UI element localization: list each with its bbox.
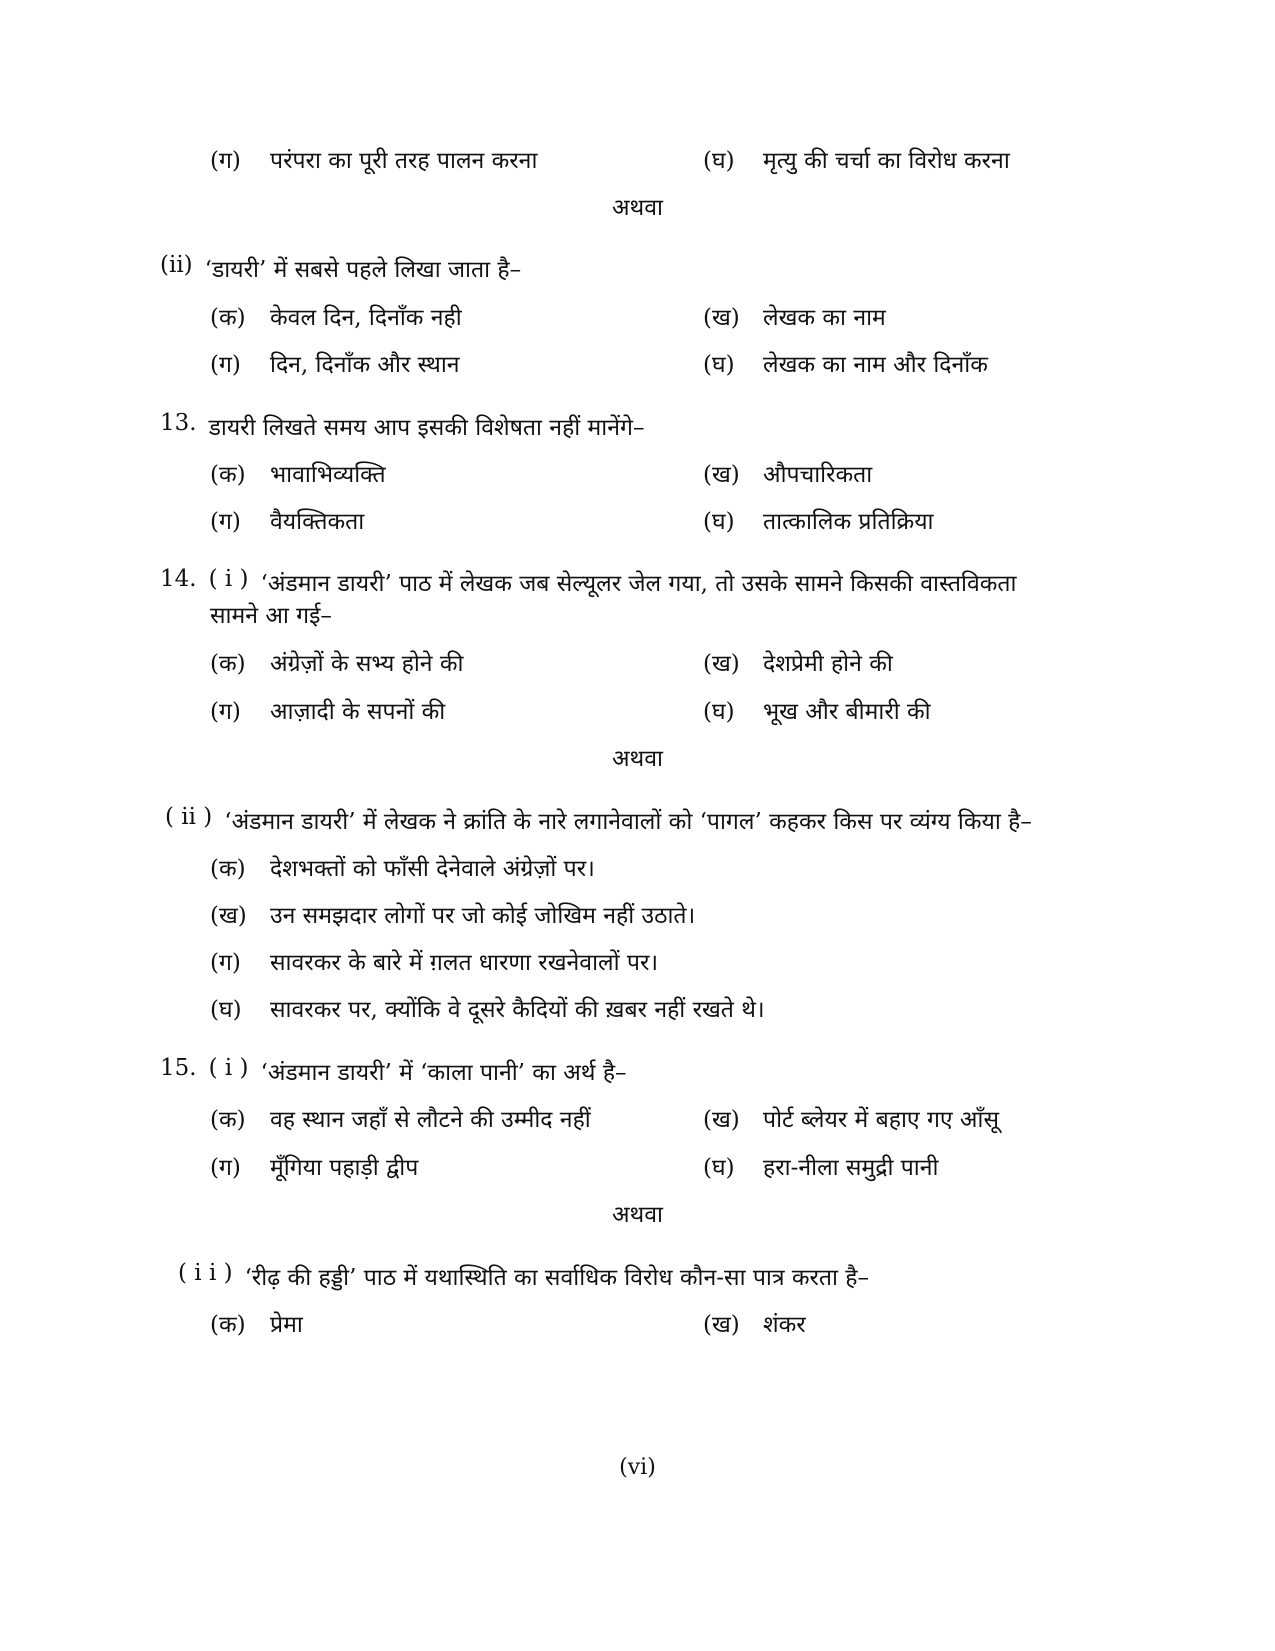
option-marker: (घ) [703,352,735,378]
question-sub-number: ( i ) [208,1055,249,1081]
question-14-ii [165,804,1032,836]
option-marker: (ग) [210,950,241,976]
option-gh [703,1150,938,1182]
option-text: देशप्रेमी होने की [763,651,893,677]
question-text: ‘अंडमान डायरी’ पाठ में लेखक जब सेल्यूलर जेल गया, तो उसके सामने किसकी वास्तविकता [260,571,1017,597]
question-12-ii [160,252,521,284]
option-marker: (ख) [703,651,740,677]
option-text: पोर्ट ब्लेयर में बहाए गए आँसू [763,1107,999,1133]
option-kh [703,457,872,489]
option-gh [703,347,988,379]
or-separator: अथवा [611,746,663,772]
option-gh [703,694,931,726]
option-text: देशभक्तों को फाँसी देनेवाले अंग्रेज़ों पर। [270,856,595,882]
option-text: प्रेमा [270,1312,303,1338]
question-15-ii [178,1260,869,1292]
option-k [210,457,386,489]
option-k [210,300,462,332]
option-marker: (घ) [703,148,735,174]
option-k [210,851,595,883]
option-marker: (घ) [210,997,242,1023]
page-number: (vi) [619,1455,656,1480]
option-g [210,694,445,726]
option-text: सावरकर के बारे में ग़लत धारणा रखनेवालों पर। [270,950,659,976]
option-text: वैयक्तिकता [270,509,365,535]
option-g [210,945,658,977]
option-marker: (ख) [703,1107,740,1133]
option-marker: (क) [210,651,246,677]
option-text: तात्कालिक प्रतिक्रिया [763,509,934,535]
question-text: ‘रीढ़ की हड्डी’ पाठ में यथास्थिति का सर्वाधिक विरोध कौन-सा पात्र करता है– [244,1265,870,1291]
option-kh [703,646,893,678]
question-15-i [160,1055,627,1087]
option-marker: (ग) [210,148,241,174]
question-number: ( ii ) [165,804,213,830]
option-marker: (क) [210,856,246,882]
option-marker: (ख) [703,305,740,331]
option-text: दिन, दिनाँक और स्थान [270,352,460,378]
question-text: ‘डायरी’ में सबसे पहले लिखा जाता है– [204,257,522,283]
question-14-i [160,566,1017,598]
option-gh [210,992,765,1024]
option-marker: (क) [210,462,246,488]
option-kh [703,1307,806,1339]
option-g [210,347,460,379]
option-text: वह स्थान जहाँ से लौटने की उम्मीद नहीं [270,1107,591,1133]
option-text: आज़ादी के सपनों की [270,699,446,725]
option-k [210,1307,303,1339]
option-marker: (ख) [210,903,247,929]
option-text: परंपरा का पूरी तरह पालन करना [270,148,538,174]
question-number: 14. [160,566,197,592]
option-k [210,1102,591,1134]
option-kh [703,300,886,332]
or-separator: अथवा [611,1202,663,1228]
option-g [210,504,364,536]
question-text: डायरी लिखते समय आप इसकी विशेषता नहीं मानेंगे– [208,415,645,441]
option-marker: (ग) [210,352,241,378]
option-marker: (घ) [703,509,735,535]
option-text: मृत्यु की चर्चा का विरोध करना [763,148,1010,174]
question-number: (ii) [160,252,193,278]
option-g [210,143,537,175]
option-text: भावाभिव्यक्ति [270,462,386,488]
question-number: 13. [160,410,197,436]
question-text: ‘अंडमान डायरी’ में लेखक ने क्रांति के नारे लगानेवालों को ‘पागल’ कहकर किस पर व्यंग्य किया है– [224,809,1032,835]
option-gh [703,143,1010,175]
question-number: 15. [160,1055,197,1081]
option-text: सावरकर पर, क्योंकि वे दूसरे कैदियों की ख़बर नहीं रखते थे। [270,997,765,1023]
question-text: ‘अंडमान डायरी’ में ‘काला पानी’ का अर्थ है– [260,1060,627,1086]
option-text: लेखक का नाम और दिनाँक [763,352,988,378]
option-text: शंकर [763,1312,806,1338]
option-text: लेखक का नाम [763,305,886,331]
option-text: अंग्रेज़ों के सभ्य होने की [270,651,464,677]
or-separator: अथवा [611,195,663,221]
option-marker: (ख) [703,1312,740,1338]
option-marker: (क) [210,1107,246,1133]
question-number: ( i i ) [178,1260,233,1286]
option-text: केवल दिन, दिनाँक नही [270,305,462,331]
option-kh [703,1102,999,1134]
option-marker: (ग) [210,699,241,725]
option-text: भूख और बीमारी की [763,699,931,725]
option-text: उन समझदार लोगों पर जो कोई जोखिम नहीं उठाते। [270,903,696,929]
option-marker: (घ) [703,699,735,725]
option-k [210,646,464,678]
option-text: हरा-नीला समुद्री पानी [763,1155,939,1181]
option-text: मूँगिया पहाड़ी द्वीप [270,1155,419,1181]
option-text: औपचारिकता [763,462,873,488]
option-gh [703,504,934,536]
option-marker: (घ) [703,1155,735,1181]
option-marker: (ग) [210,1155,241,1181]
question-sub-number: ( i ) [208,566,249,592]
question-13 [160,410,644,442]
option-g [210,1150,418,1182]
option-marker: (ख) [703,462,740,488]
option-marker: (क) [210,1312,246,1338]
option-marker: (ग) [210,509,241,535]
question-text-continued: सामने आ गई– [210,603,332,629]
option-marker: (क) [210,305,246,331]
option-kh [210,898,695,930]
